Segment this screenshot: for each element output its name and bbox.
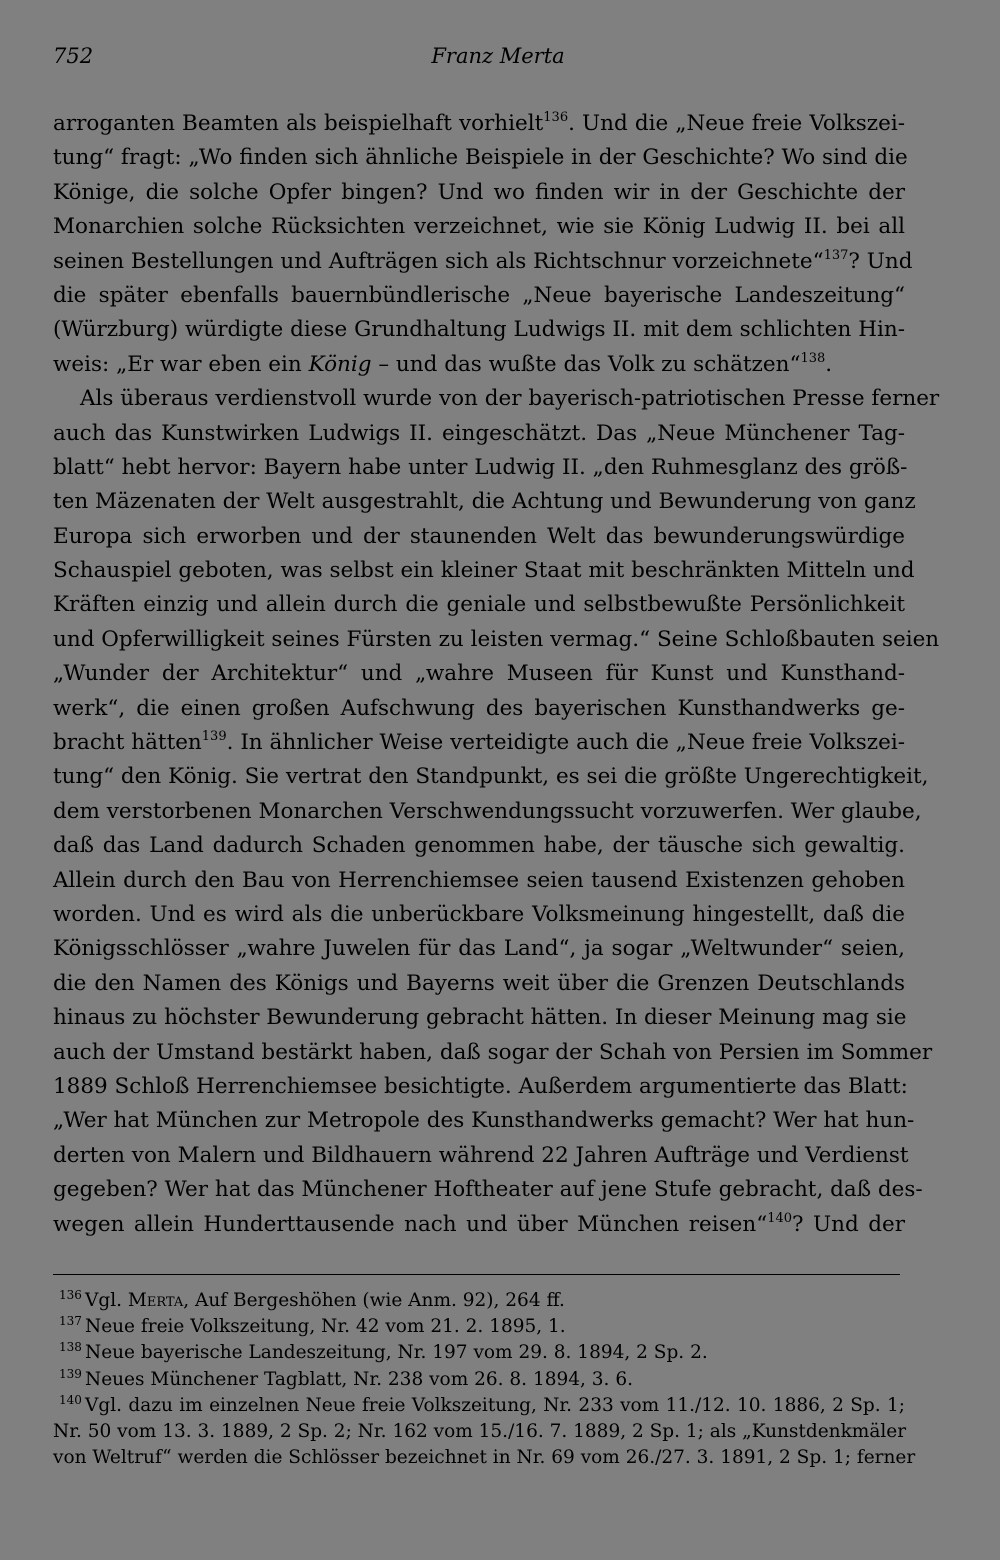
text-line: tung“ fragt: „Wo finden sich ähnliche Beispiele in der Geschichte? Wo sind die [53,145,908,171]
text-segment: – und das wußte das Volk zu schätzen“ [371,351,801,377]
text-segment: arroganten Beamten als beispielhaft vorhielt [53,111,544,136]
text-line [53,726,905,760]
text-line: blatt“ hebt hervor: Bayern habe unter Ludwig II. „den Ruhmesglanz des größ- [53,454,908,480]
text-segment: . In ähnlicher Weise verteidigte auch die „Neue freie Volkszei- [226,730,905,756]
text-line: auch der Umstand bestärkt haben, daß sogar der Schah von Persien im Sommer [53,1039,933,1065]
text-line [53,348,905,382]
text-line: daß das Land dadurch Schaden genommen habe, der täusche sich gewaltig. [53,833,905,859]
text-line: derten von Malern und Bildhauern während 22 Jahren Aufträge und Verdienst [53,1142,909,1168]
text-line: (Würzburg) würdigte diese Grundhaltung Ludwigs II. mit dem schlichten Hin- [53,317,905,343]
footnote-140: 140 Vgl. dazu im einzelnen Neue freie Volkszeitung, Nr. 233 vom 11./12. 10. 1886, 2 Sp. 1; [59,1392,905,1416]
text-line: 1889 Schloß Herrenchiemsee besichtigte. Außerdem argumentierte das Blatt: [53,1073,908,1099]
text-line: Könige, die solche Opfer bingen? Und wo finden wir in der Geschichte der [53,179,905,205]
footnote-140-cont: Nr. 50 vom 13. 3. 1889, 2 Sp. 2; Nr. 162 vom 15./16. 7. 1889, 2 Sp. 1; als „Kunstdenkmäler [53,1420,907,1442]
text-line: ten Mäzenaten der Welt ausgestrahlt, die Achtung und Bewunderung von ganz [53,489,916,515]
footnote-137: 137 Neue freie Volkszeitung, Nr. 42 vom 21. 2. 1895, 1. [59,1314,566,1338]
footnote-140-cont: von Weltruf“ werden die Schlösser bezeichnet in Nr. 69 vom 26./27. 3. 1891, 2 Sp. 1; ferner [53,1447,916,1469]
text-line: worden. Und es wird als die unberückbare Volksmeinung hingestellt, daß die [53,901,905,927]
text-line: und Opferwilligkeit seines Fürsten zu leisten vermag.“ Seine Schloßbauten seien [53,626,940,652]
text-line: Europa sich erworben und der staunenden Welt das bewunderungswürdige [53,523,905,549]
running-title: Franz Merta [431,44,565,68]
footnote-ref[interactable]: 137 [823,247,849,263]
footnote-divider [53,1274,900,1275]
running-head [53,44,903,74]
footnote-139: 139 Neues Münchener Tagblatt, Nr. 238 vom 26. 8. 1894, 3. 6. [59,1366,633,1390]
text-line: Königsschlösser „wahre Juwelen für das Land“, ja sogar „Weltwunder“ seien, [53,936,905,962]
text-segment: ? Und der [792,1211,905,1237]
text-line: Allein durch den Bau von Herrenchiemsee seien tausend Existenzen gehoben [53,867,905,893]
text-segment: seinen Bestellungen und Aufträgen sich als Richtschnur vorzeichnete“ [53,248,824,274]
footnote-text: Vgl. dazu im einzelnen Neue freie Volkszeitung, Nr. 233 vom 11./12. 10. 1886, 2 Sp. 1; [85,1394,905,1416]
text-line [53,1208,905,1242]
footnote-ref[interactable]: 136 [543,110,569,125]
text-line: Als überaus verdienstvoll wurde von der bayerisch-patriotischen Presse ferner [80,386,940,412]
page-number: 752 [53,44,94,68]
text-segment: . [825,351,833,377]
emphasis: König [308,351,372,377]
text-line: werk“, die einen großen Aufschwung des bayerischen Kunsthandwerks ge- [53,695,905,721]
text-line: die den Namen des Königs und Bayerns weit über die Grenzen Deutschlands [53,970,905,996]
text-line: auch das Kunstwirken Ludwigs II. eingeschätzt. Das „Neue Münchener Tag- [53,420,905,446]
author-name: Merta [127,1290,184,1311]
footnote-text: Neue bayerische Landeszeitung, Nr. 197 vom 29. 8. 1894, 2 Sp. 2. [85,1342,708,1364]
text-line: tung“ den König. Sie vertrat den Standpunkt, es sei die größte Ungerechtigkeit, [53,764,929,790]
text-line: Schauspiel geboten, was selbst ein kleiner Staat mit beschränkten Mitteln und [53,558,915,584]
text-line: die später ebenfalls bauernbündlerische „Neue bayerische Landeszeitung“ [53,282,905,308]
footnote-138: 138 Neue bayerische Landeszeitung, Nr. 197 vom 29. 8. 1894, 2 Sp. 2. [59,1340,708,1364]
text-line: dem verstorbenen Monarchen Verschwendungssucht vorzuwerfen. Wer glaube, [53,798,922,824]
footnote-ref[interactable]: 140 [767,1210,793,1226]
text-line: Kräften einzig und allein durch die geniale und selbstbewußte Persönlichkeit [53,592,905,618]
text-line [53,245,913,279]
text-line: hinaus zu höchster Bewunderung gebracht hätten. In dieser Meinung mag sie [53,1005,907,1031]
body-text [53,107,940,1242]
footnotes [53,1288,916,1471]
text-segment: weis: „Er war eben ein [53,351,309,377]
text-line [53,107,905,141]
text-segment: . Und die „Neue freie Volkszei- [568,111,905,136]
footnote-text: Vgl. [85,1290,128,1311]
text-line: Monarchien solche Rücksichten verzeichnet, wie sie König Ludwig II. bei all [53,214,905,240]
footnote-text: , Auf Bergeshöhen (wie Anm. 92), 264 ff. [183,1290,565,1311]
footnote-ref[interactable]: 139 [201,729,227,745]
text-line: „Wunder der Architektur“ und „wahre Museen für Kunst und Kunsthand- [53,661,905,687]
footnote-text: Neues Münchener Tagblatt, Nr. 238 vom 26. 8. 1894, 3. 6. [85,1368,633,1390]
footnote-136: 136 Vgl. Merta, Auf Bergeshöhen (wie Anm. 92), 264 ff. [59,1288,565,1311]
text-line: „Wer hat München zur Metropole des Kunsthandwerks gemacht? Wer hat hun- [53,1108,915,1134]
footnote-text: Neue freie Volkszeitung, Nr. 42 vom 21. 2. 1895, 1. [85,1316,566,1338]
text-segment: wegen allein Hunderttausende nach und über München reisen“ [53,1211,768,1237]
text-segment: ? Und [848,248,913,274]
text-line: gegeben? Wer hat das Münchener Hoftheater auf jene Stufe gebracht, daß des- [53,1177,923,1203]
text-segment: bracht hätten [53,730,202,756]
footnote-ref[interactable]: 138 [800,350,826,366]
